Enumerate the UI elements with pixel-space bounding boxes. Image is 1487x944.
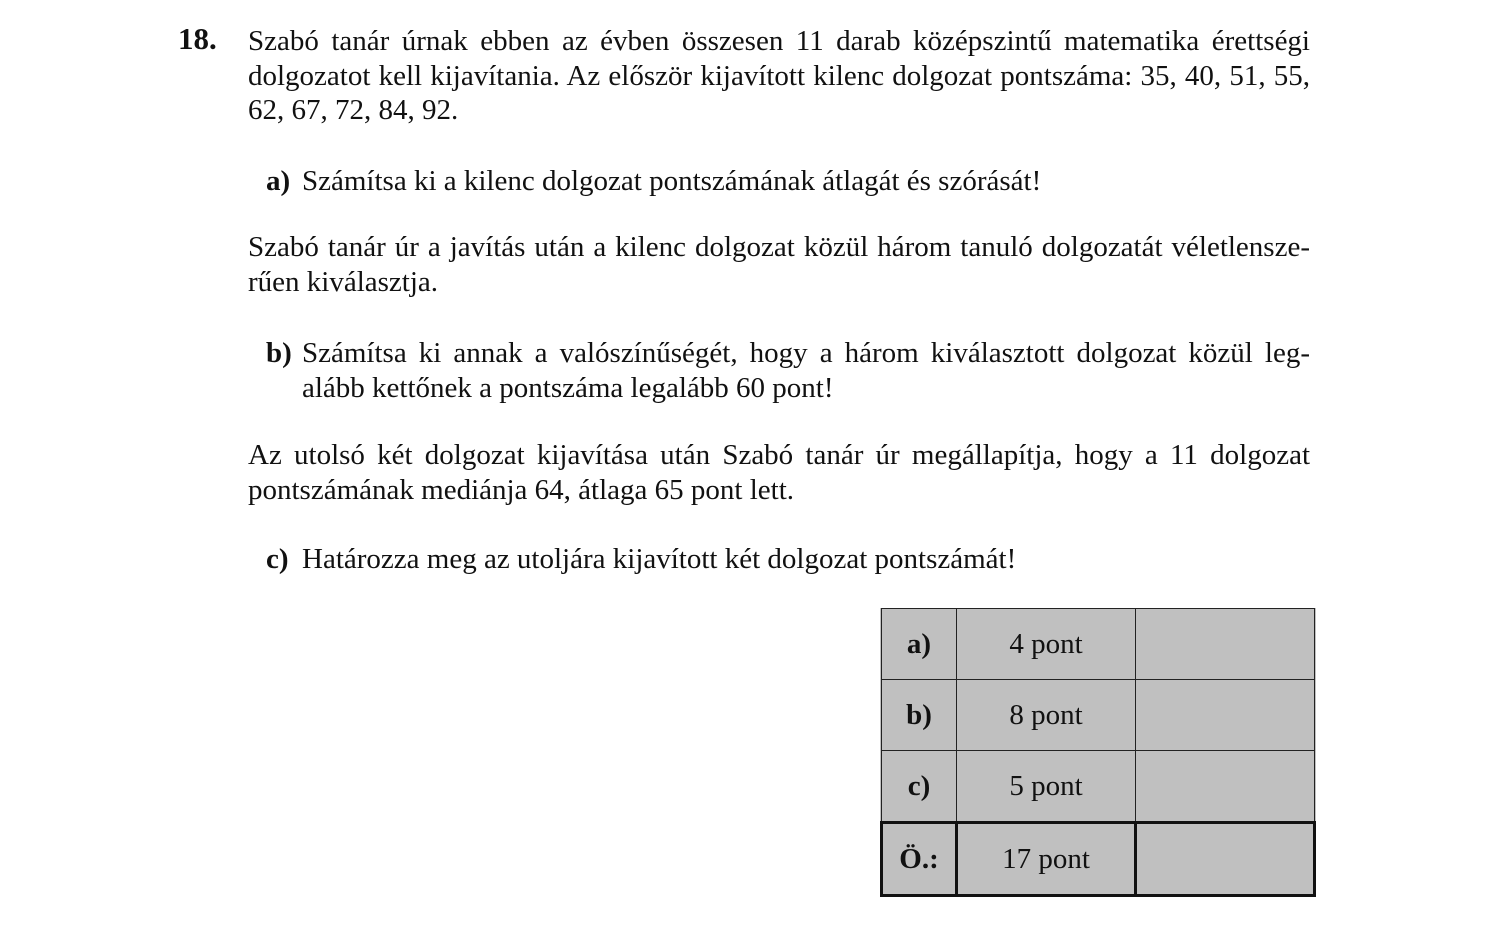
part-c-letter: c) (266, 543, 289, 575)
score-row-c (882, 751, 1315, 823)
part-c-text: Határozza meg az utoljára kijavított két dolgozat pontszámát! (302, 543, 1017, 575)
score-row-b (882, 680, 1315, 751)
part-a-letter: a) (266, 165, 291, 197)
score-total-points: 17 pont (957, 823, 1136, 896)
score-table (880, 608, 1316, 897)
part-a-text: Számítsa ki a kilenc dolgozat pontszámának átlagát és szórását! (302, 165, 1042, 197)
score-row-earned (1136, 609, 1315, 680)
context-median: Az utolsó két dolgozat kijavítása után Szabó tanár úr megállapítja, hogy a 11 dolgozat pontszámának mediánja 64, átlaga 65 pont lett. (248, 439, 1310, 506)
score-total-earned (1136, 823, 1315, 896)
part-c (266, 542, 1310, 577)
problem-number: 18. (178, 21, 217, 56)
part-a (266, 164, 1310, 199)
score-row-earned (1136, 751, 1315, 823)
score-total-label: Ö.: (882, 823, 957, 896)
score-row-a (882, 609, 1315, 680)
score-row-points: 8 pont (957, 680, 1136, 751)
score-row-points: 4 pont (957, 609, 1136, 680)
score-row-label: a) (882, 609, 957, 680)
part-b-letter: b) (266, 337, 292, 369)
score-row-earned (1136, 680, 1315, 751)
score-row-total (882, 823, 1315, 896)
score-row-points: 5 pont (957, 751, 1136, 823)
problem-intro: Szabó tanár úrnak ebben az évben összesen 11 darab középszintű matematika érettségi dolgozatot kell kijavítania. Az először kijavított kilenc dolgozat pontszáma: 35, 40, 51, 55, 62, 67, 72, 84, 92. (248, 25, 1310, 126)
context-selection: Szabó tanár úr a javítás után a kilenc dolgozat közül három tanuló dolgozatát véletlensze-rűen kiválasztja. (248, 231, 1310, 298)
part-b-text: Számítsa ki annak a valószínűségét, hogy a három kiválasztott dolgozat közül leg-alább kettőnek a pontszáma legalább 60 pont! (302, 337, 1310, 404)
score-row-label: c) (882, 751, 957, 823)
part-b (266, 336, 1310, 405)
score-row-label: b) (882, 680, 957, 751)
